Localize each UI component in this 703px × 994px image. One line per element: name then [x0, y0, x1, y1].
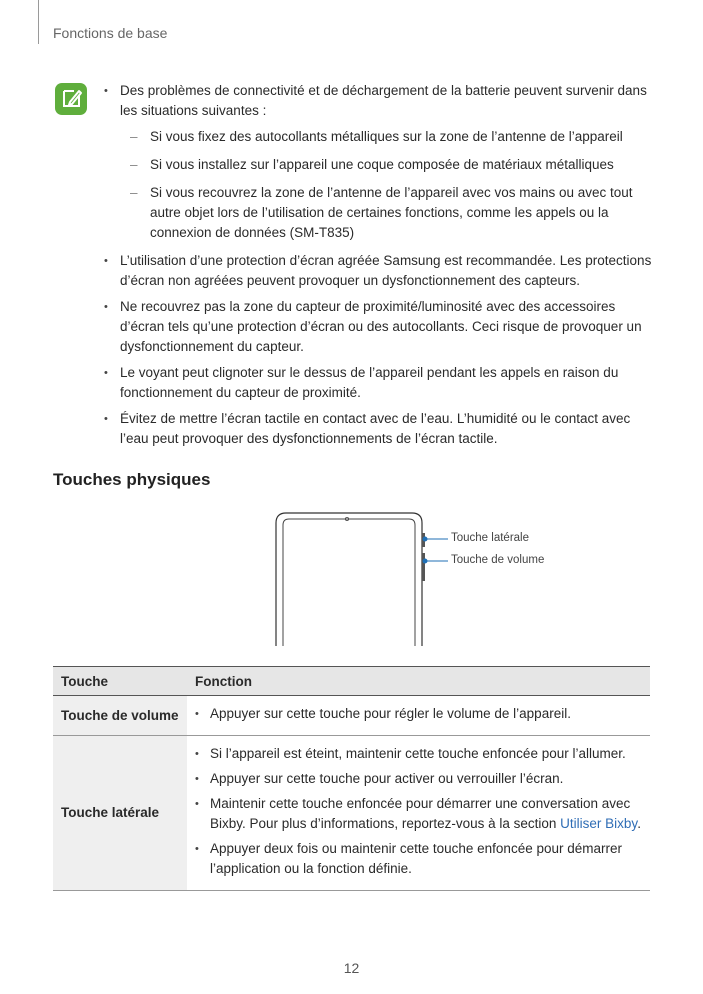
section-title: Touches physiques	[53, 470, 211, 489]
note-text: Des problèmes de connectivité et de déchargement de la batterie peuvent survenir dans les situations suivantes :	[120, 83, 647, 118]
note-subitem: – Si vous fixez des autocollants métalliques sur la zone de l’antenne de l’appareil	[120, 127, 656, 147]
callout-label-volume-key: Touche de volume	[451, 554, 545, 566]
function-item: • Appuyer deux fois ou maintenir cette touche enfoncée pour démarrer l’application ou la fonction définie.	[195, 839, 642, 879]
table-row	[53, 696, 650, 736]
key-cell: Touche de volume	[53, 696, 187, 736]
table-header-function: Fonction	[187, 667, 650, 696]
key-cell: Touche latérale	[53, 736, 187, 891]
table-row	[53, 736, 650, 891]
note-bullet: • L’utilisation d’une protection d’écran agréée Samsung est recommandée. Les protections d’écran non agréées peuvent provoquer un dysfonctionnement des capteurs.	[104, 251, 656, 291]
callout-label-side-key: Touche latérale	[451, 532, 529, 544]
keys-table	[53, 666, 650, 891]
bixby-link[interactable]: Utiliser Bixby	[560, 816, 638, 831]
note-bullet	[104, 81, 656, 243]
function-item-end: .	[637, 816, 641, 831]
page-number: 12	[343, 960, 360, 976]
header-rule	[38, 0, 39, 44]
note-subitem: – Si vous recouvrez la zone de l’antenne de l’appareil avec vos mains ou avec tout autre objet lors de l’utilisation de certaines fonctions, comme les appels ou la connexion de données (SM-T835)	[120, 183, 656, 243]
note-bullet: • Le voyant peut clignoter sur le dessus de l’appareil pendant les appels en raison du fonctionnement du capteur de proximité.	[104, 363, 656, 403]
function-cell	[187, 736, 650, 891]
note-subitem: – Si vous installez sur l’appareil une coque composée de matériaux métalliques	[120, 155, 656, 175]
table-header-row	[53, 667, 650, 696]
function-item	[195, 794, 642, 834]
function-item-text: Maintenir cette touche enfoncée pour démarrer une conversation avec Bixby. Pour plus d’informations, reportez-vous à la section	[210, 796, 631, 831]
tablet-diagram	[260, 505, 560, 650]
function-item: • Appuyer sur cette touche pour régler le volume de l’appareil.	[195, 704, 642, 724]
function-cell	[187, 696, 650, 736]
pencil-note-icon	[55, 83, 87, 115]
header-title: Fonctions de base	[53, 25, 168, 41]
function-item: • Si l’appareil est éteint, maintenir cette touche enfoncée pour l’allumer.	[195, 744, 642, 764]
function-item: • Appuyer sur cette touche pour activer ou verrouiller l’écran.	[195, 769, 642, 789]
note-bullet: • Ne recouvrez pas la zone du capteur de proximité/luminosité avec des accessoires d’écran tels qu’une protection d’écran ou des autocollants. Ceci risque de provoquer un dysfonctionnement du capteur.	[104, 297, 656, 357]
note-sublist	[120, 127, 656, 243]
table-header-key: Touche	[53, 667, 187, 696]
notes-list	[104, 81, 656, 455]
note-bullet: • Évitez de mettre l’écran tactile en contact avec de l’eau. L’humidité ou le contact avec l’eau peut provoquer des dysfonctionnements de l’écran tactile.	[104, 409, 656, 449]
